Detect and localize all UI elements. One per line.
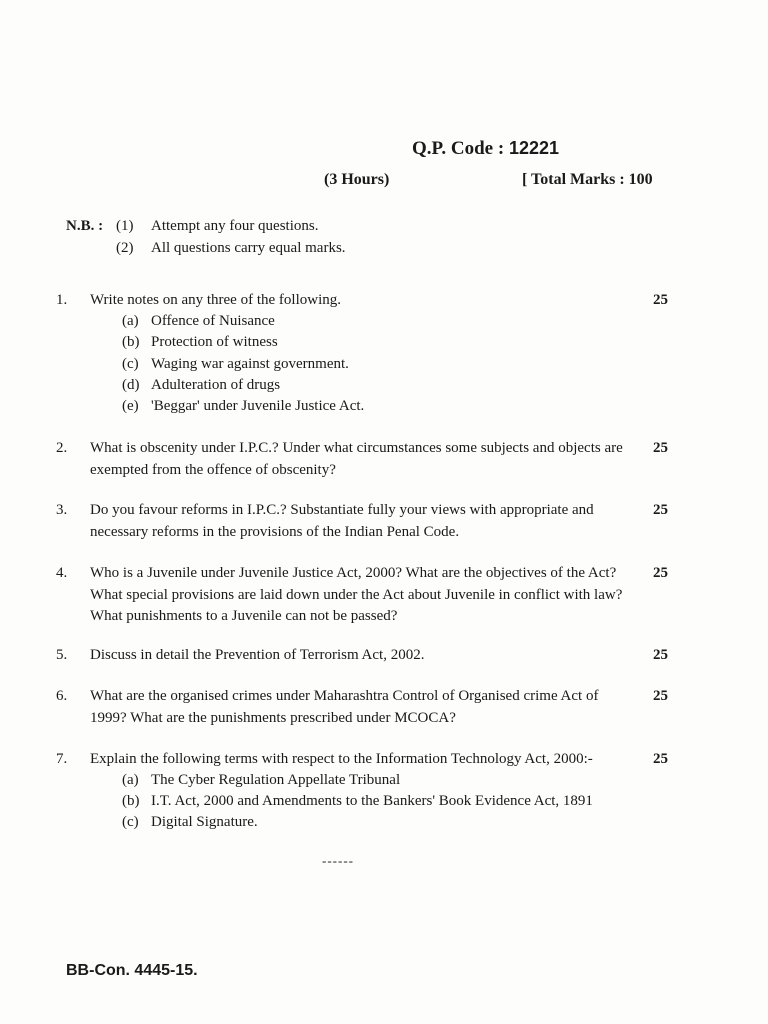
question-text: Who is a Juvenile under Juvenile Justice Act, 2000? What are the objectives of the Act? What special provisions are laid down under the Act about Juvenile in conflict with law? What punishments to a Juvenile can not be passed? [90, 565, 623, 624]
question-number: 4. [56, 565, 68, 581]
question-text: Do you favour reforms in I.P.C.? Substantiate fully your views with appropriate and necessary reforms in the provisions of the Indian Penal Code. [90, 502, 594, 540]
question-number: 1. [56, 292, 68, 308]
subpart-text: 'Beggar' under Juvenile Justice Act. [151, 398, 365, 414]
question-marks: 25 [653, 440, 668, 456]
total-marks: [ Total Marks : 100 [522, 171, 653, 188]
subpart-label: (a) [122, 313, 139, 329]
subpart-text: Digital Signature. [151, 814, 258, 830]
subpart [122, 354, 349, 376]
subpart-text: Protection of witness [151, 334, 278, 350]
subpart [122, 812, 258, 834]
question-marks: 25 [653, 502, 668, 518]
subpart-text: The Cyber Regulation Appellate Tribunal [151, 772, 401, 788]
instruction-text: Attempt any four questions. [151, 218, 319, 234]
subpart [122, 375, 280, 397]
qp-code-label: Q.P. Code : [412, 138, 505, 159]
subpart-text: Adulteration of drugs [151, 377, 281, 393]
qp-code [412, 138, 559, 160]
question-marks: 25 [653, 565, 668, 581]
question-text: Explain the following terms with respect to the Information Technology Act, 2000:- [90, 751, 593, 767]
subpart [122, 332, 278, 354]
instruction-number: (1) [116, 218, 134, 234]
subpart [122, 791, 593, 813]
instruction-text: All questions carry equal marks. [151, 240, 346, 256]
question-number: 2. [56, 440, 68, 456]
instruction-item [116, 240, 346, 257]
question-marks: 25 [653, 688, 668, 704]
subpart [122, 396, 364, 418]
question-marks: 25 [653, 751, 668, 767]
question-text: Discuss in detail the Prevention of Terrorism Act, 2002. [90, 647, 425, 663]
exam-duration: (3 Hours) [324, 171, 390, 188]
subpart [122, 311, 275, 333]
subpart-label: (c) [122, 814, 139, 830]
question-number: 3. [56, 502, 68, 518]
subpart-label: (d) [122, 377, 140, 393]
nb-label: N.B. : [66, 218, 104, 234]
instruction-number: (2) [116, 240, 134, 256]
subpart [122, 770, 400, 792]
subpart-label: (b) [122, 334, 140, 350]
subpart-text: Offence of Nuisance [151, 313, 275, 329]
question-marks: 25 [653, 292, 668, 308]
question-number: 6. [56, 688, 68, 704]
subpart-text: Waging war against government. [151, 356, 349, 372]
subpart-text: I.T. Act, 2000 and Amendments to the Bankers' Book Evidence Act, 1891 [151, 793, 593, 809]
end-marker: ------ [322, 853, 354, 868]
instruction-item [116, 218, 318, 235]
subpart-label: (a) [122, 772, 139, 788]
subpart-label: (e) [122, 398, 139, 414]
subpart-label: (b) [122, 793, 140, 809]
question-number: 7. [56, 751, 68, 767]
question-text: Write notes on any three of the following. [90, 292, 341, 308]
question-text: What is obscenity under I.P.C.? Under what circumstances some subjects and objects are exempted from the offence of obscenity? [90, 440, 623, 478]
qp-code-value: 12221 [508, 138, 560, 158]
question-text: What are the organised crimes under Maharashtra Control of Organised crime Act of 1999? What are the punishments prescribed under MCOCA? [90, 688, 599, 726]
subpart-label: (c) [122, 356, 139, 372]
paper-code-footer: BB-Con. 4445-15. [66, 962, 198, 979]
question-number: 5. [56, 647, 68, 663]
question-marks: 25 [653, 647, 668, 663]
